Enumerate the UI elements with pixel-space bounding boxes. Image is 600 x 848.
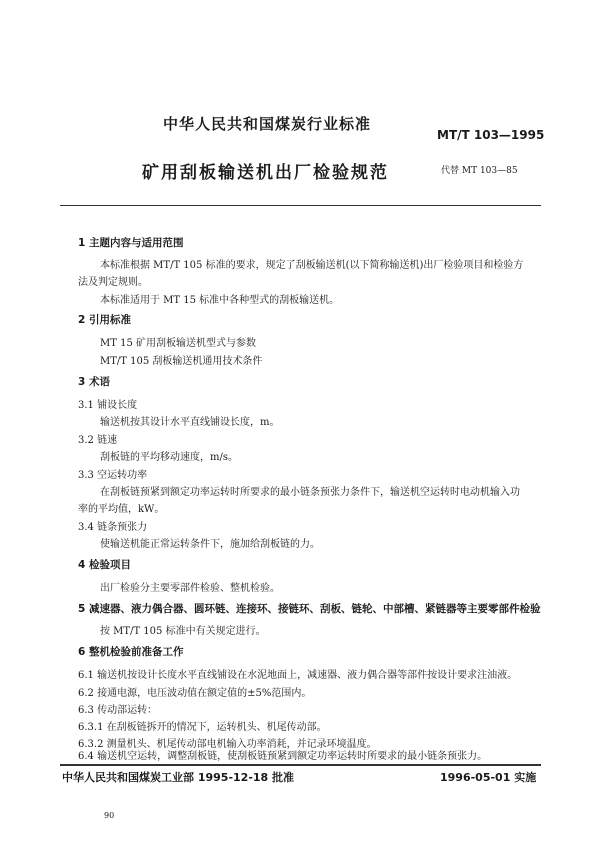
section-4-heading: 4 检验项目 bbox=[78, 559, 131, 571]
section-5-paragraph: 按 MT/T 105 标准中有关规定进行。 bbox=[100, 626, 266, 637]
term-3-1-definition: 输送机按其设计水平直线铺设长度，m。 bbox=[100, 417, 280, 428]
term-3-2-definition: 刮板链的平均移动速度，m/s。 bbox=[100, 452, 238, 463]
section-5-heading: 5 减速器、液力偶合器、圆环链、连接环、接链环、刮板、链轮、中部槽、紧链器等主要零部件检验 bbox=[78, 603, 541, 615]
section-2-heading: 2 引用标准 bbox=[78, 314, 131, 326]
reference-2: MT/T 105 刮板输送机通用技术条件 bbox=[100, 356, 263, 367]
page-number: 90 bbox=[104, 811, 115, 820]
term-3-3: 3.3 空运转功率 bbox=[78, 470, 148, 481]
term-3-3-definition: 在刮板链预紧到额定功率运转时所要求的最小链条预张力条件下，输送机空运转时电动机输入功 bbox=[100, 487, 520, 498]
org-title: 中华人民共和国煤炭行业标准 bbox=[163, 115, 372, 133]
term-3-4: 3.4 链条预张力 bbox=[78, 522, 148, 533]
section-1-heading: 1 主题内容与适用范围 bbox=[78, 237, 184, 249]
clause-6-1: 6.1 输送机按设计长度水平直线铺设在水泥地面上，减速器、液力偶合器等部件按设计要求注油液。 bbox=[78, 670, 518, 681]
section-6-heading: 6 整机检验前准备工作 bbox=[78, 646, 184, 658]
section-4-paragraph: 出厂检验分主要零部件检验、整机检验。 bbox=[100, 583, 280, 594]
section-1-paragraph-1-cont: 法及判定规则。 bbox=[78, 277, 148, 288]
clause-6-3: 6.3 传动部运转： bbox=[78, 705, 158, 716]
header-divider bbox=[60, 205, 541, 206]
document-title: 矿用刮板输送机出厂检验规范 bbox=[142, 163, 389, 183]
clause-6-2: 6.2 接通电源，电压波动值在额定值的±5%范围内。 bbox=[78, 688, 312, 699]
section-3-heading: 3 术语 bbox=[78, 376, 110, 388]
reference-1: MT 15 矿用刮板输送机型式与参数 bbox=[100, 338, 256, 349]
implementation-date: 1996-05-01 实施 bbox=[440, 771, 537, 784]
footer-divider bbox=[60, 764, 541, 766]
standard-number: MT/T 103—1995 bbox=[437, 128, 545, 142]
section-1-paragraph-2: 本标准适用于 MT 15 标准中各种型式的刮板输送机。 bbox=[100, 295, 340, 306]
clause-6-4: 6.4 输送机空运转，调整刮板链，使刮板链预紧到额定功率运转时所要求的最小链条预张力。 bbox=[78, 751, 488, 762]
term-3-3-definition-cont: 率的平均值，kW。 bbox=[78, 504, 165, 515]
term-3-2: 3.2 链速 bbox=[78, 435, 118, 446]
clause-6-3-2: 6.3.2 测量机头、机尾传动部电机输入功率消耗，并记录环境温度。 bbox=[78, 739, 377, 750]
section-1-paragraph-1: 本标准根据 MT/T 105 标准的要求，规定了刮板输送机(以下简称输送机)出厂检验项目和检验方 bbox=[100, 260, 524, 271]
term-3-1: 3.1 铺设长度 bbox=[78, 400, 138, 411]
replaces-note: 代替 MT 103—85 bbox=[441, 166, 518, 176]
clause-6-3-1: 6.3.1 在刮板链拆开的情况下，运转机头、机尾传动部。 bbox=[78, 722, 327, 733]
approval-line: 中华人民共和国煤炭工业部 1995-12-18 批准 bbox=[62, 771, 295, 784]
term-3-4-definition: 使输送机能正常运转条件下，施加给刮板链的力。 bbox=[100, 539, 320, 550]
